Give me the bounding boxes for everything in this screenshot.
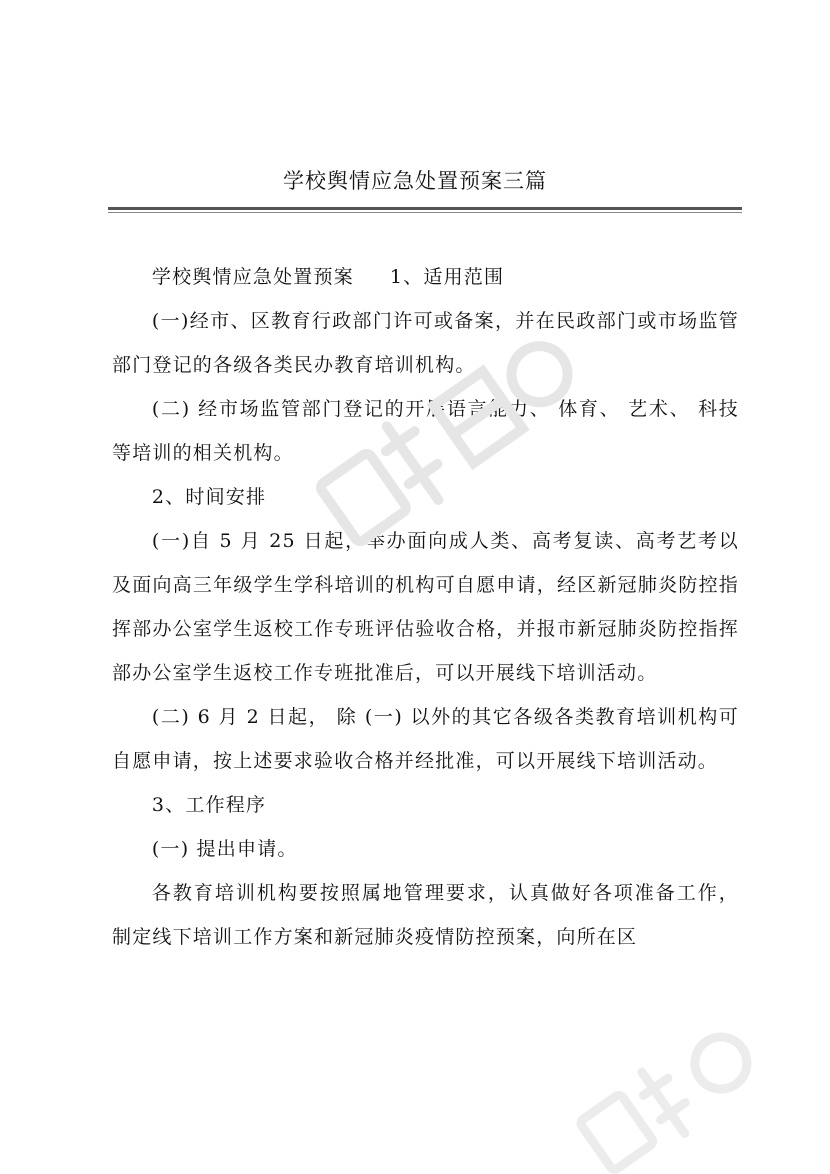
title-divider-thin [108,212,742,213]
title-divider-thick [108,207,742,210]
section-heading-schedule: 2、时间安排 [151,486,267,508]
paragraph: (二) 经市场监管部门登记的开展语言能力、 体育、 艺术、 科技等培训的相关机构。 [112,398,739,464]
paragraph: (一)自 5 月 25 日起，举办面向成人类、高考复读、高考艺考以及面向高三年级学生学科培训的机构可自愿申请，经区新冠肺炎防控指挥部办公室学生返校工作专班评估验收合格，并报市新冠肺炎防控指挥部办公室学生返校工作专班批准后，可以开展线下培训活动。 [112,530,739,684]
section-heading-line [112,255,739,299]
document-body [112,255,739,959]
section-heading-scope: 1、适用范围 [389,266,505,288]
paragraph: 各教育培训机构要按照属地管理要求，认真做好各项准备工作， 制定线下培训工作方案和新冠肺炎疫情防控预案，向所在区 [112,882,739,948]
paragraph: (一) 提出申请。 [151,838,298,860]
watermark-seal-bottom-icon [560,1010,780,1174]
plan-heading: 学校舆情应急处置预案 [151,266,354,288]
section-heading-procedure: 3、工作程序 [151,794,267,816]
document-title: 学校舆情应急处置预案三篇 [283,169,547,193]
paragraph: (二) 6 月 2 日起， 除 (一) 以外的其它各级各类教育培训机构可自愿申请，按上述要求验收合格并经批准，可以开展线下培训活动。 [112,706,739,772]
paragraph: (一)经市、区教育行政部门许可或备案，并在民政部门或市场监管部门登记的各级各类民办教育培训机构。 [112,310,739,376]
